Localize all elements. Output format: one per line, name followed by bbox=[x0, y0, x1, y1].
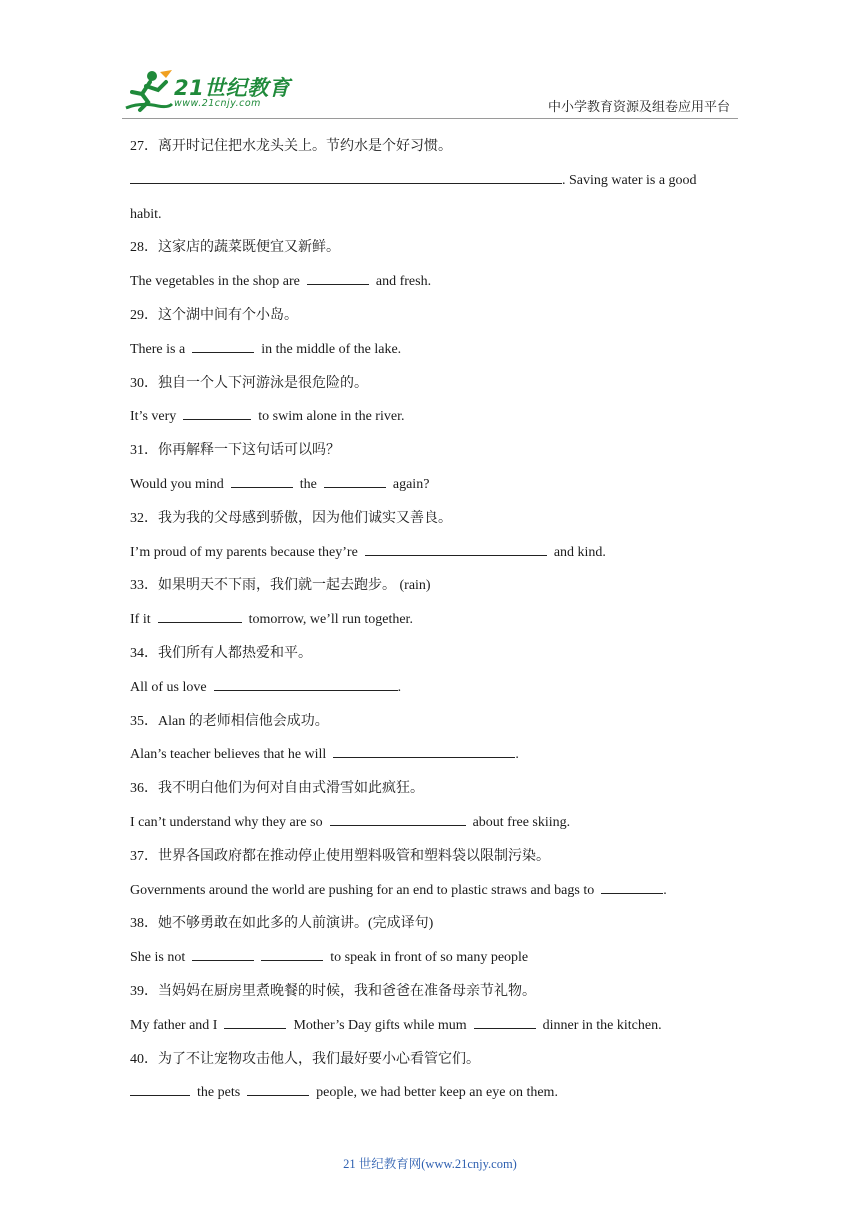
answer-blank[interactable] bbox=[183, 406, 251, 420]
question-27-prompt: 27．离开时记住把水龙头关上。节约水是个好习惯。 bbox=[130, 139, 452, 154]
sentence-text: . Saving water is a good bbox=[562, 172, 697, 188]
answer-blank[interactable] bbox=[601, 880, 663, 894]
answer-blank[interactable] bbox=[214, 677, 398, 691]
question-33-prompt: 33．如果明天不下雨，我们就一起去跑步。 (rain) bbox=[130, 578, 431, 594]
question-40-prompt: 40．为了不让宠物攻击他人，我们最好要小心看管它们。 bbox=[130, 1051, 480, 1067]
question-list bbox=[130, 130, 730, 1110]
answer-blank[interactable] bbox=[192, 339, 254, 353]
answer-blank[interactable] bbox=[247, 1082, 309, 1096]
page-footer: 21 世纪教育网(www.21cnjy.com) bbox=[343, 1157, 517, 1171]
question-27-answer-line-2: habit. bbox=[130, 206, 162, 222]
sentence-text: Mother’s Day gifts while mum bbox=[293, 1017, 467, 1033]
sentence-text: My father and I bbox=[130, 1017, 218, 1033]
answer-blank[interactable] bbox=[231, 474, 293, 488]
answer-blank[interactable] bbox=[324, 474, 386, 488]
sentence-text: about free skiing. bbox=[472, 814, 571, 830]
sentence-text: the pets bbox=[197, 1085, 241, 1101]
sentence-text: in the middle of the lake. bbox=[261, 341, 402, 357]
sentence-text: to swim alone in the river. bbox=[258, 409, 405, 425]
question-37-prompt: 37．世界各国政府都在推动停止使用塑料吸管和塑料袋以限制污染。 bbox=[130, 848, 550, 864]
question-40-answer-line bbox=[130, 1076, 730, 1110]
sentence-text: tomorrow, we’ll run together. bbox=[248, 612, 413, 628]
sentence-text: . bbox=[397, 679, 402, 695]
question-32-answer-line bbox=[130, 536, 730, 570]
sentence-text: Governments around the world are pushing for an end to plastic straws and bags to bbox=[130, 882, 595, 898]
sentence-text: dinner in the kitchen. bbox=[542, 1017, 662, 1033]
sentence-text: again? bbox=[392, 476, 430, 492]
sentence-text: Alan’s teacher believes that he will bbox=[130, 747, 327, 763]
question-36-answer-line bbox=[130, 806, 730, 840]
answer-blank[interactable] bbox=[307, 271, 369, 285]
sentence-text: to speak in front of so many people bbox=[330, 950, 529, 966]
header-divider bbox=[122, 118, 738, 119]
question-38-answer-line bbox=[130, 941, 730, 975]
question-28-prompt: 28．这家店的蔬菜既便宜又新鲜。 bbox=[130, 240, 340, 256]
question-29-answer-line bbox=[130, 333, 730, 367]
sentence-text: . bbox=[515, 747, 519, 763]
sentence-text: If it bbox=[130, 612, 151, 628]
sentence-text: It’s very bbox=[130, 409, 177, 425]
answer-blank[interactable] bbox=[192, 947, 254, 961]
answer-blank[interactable] bbox=[130, 170, 562, 184]
question-33-answer-line bbox=[130, 603, 730, 637]
question-30-answer-line bbox=[130, 400, 730, 434]
question-39-prompt: 39．当妈妈在厨房里煮晚餐的时候，我和爸爸在准备母亲节礼物。 bbox=[130, 983, 536, 999]
question-38-prompt: 38．她不够勇敢在如此多的人前演讲。(完成译句) bbox=[130, 916, 434, 932]
sentence-text: The vegetables in the shop are bbox=[130, 274, 300, 290]
question-29-prompt: 29．这个湖中间有个小岛。 bbox=[130, 307, 298, 323]
question-35-answer-line bbox=[130, 738, 730, 772]
sentence-text: Would you mind bbox=[130, 476, 224, 492]
page-header bbox=[0, 0, 860, 124]
sentence-text: the bbox=[299, 476, 317, 492]
question-34-prompt: 34．我们所有人都热爱和平。 bbox=[130, 645, 312, 661]
answer-blank[interactable] bbox=[158, 609, 242, 623]
answer-blank[interactable] bbox=[365, 542, 547, 556]
question-34-answer-line bbox=[130, 671, 730, 705]
answer-blank[interactable] bbox=[130, 1082, 190, 1096]
runner-icon bbox=[122, 68, 174, 116]
question-28-answer-line bbox=[130, 265, 730, 299]
answer-blank[interactable] bbox=[333, 744, 515, 758]
question-27-answer-line bbox=[130, 164, 730, 198]
question-37-answer-line bbox=[130, 874, 730, 908]
sentence-text: and kind. bbox=[553, 544, 606, 560]
sentence-text: She is not bbox=[130, 950, 186, 966]
sentence-text: There is a bbox=[130, 341, 186, 357]
sentence-text: All of us love bbox=[130, 679, 207, 695]
sentence-text: and fresh. bbox=[375, 274, 432, 290]
question-32-prompt: 32．我为我的父母感到骄傲，因为他们诚实又善良。 bbox=[130, 510, 452, 526]
question-30-prompt: 30．独自一个人下河游泳是很危险的。 bbox=[130, 375, 368, 391]
question-35-prompt: 35．Alan 的老师相信他会成功。 bbox=[130, 713, 329, 729]
sentence-text: I can’t understand why they are so bbox=[130, 814, 323, 830]
answer-blank[interactable] bbox=[261, 947, 323, 961]
question-39-answer-line bbox=[130, 1009, 730, 1043]
question-31-prompt: 31．你再解释一下这句话可以吗？ bbox=[130, 443, 340, 459]
question-31-answer-line bbox=[130, 468, 730, 502]
answer-blank[interactable] bbox=[330, 812, 466, 826]
platform-name: 中小学教育资源及组卷应用平台 bbox=[547, 99, 730, 114]
sentence-text: I’m proud of my parents because they’re bbox=[130, 544, 358, 560]
logo-url-text: www.21cnjy.com bbox=[174, 98, 261, 109]
question-36-prompt: 36．我不明白他们为何对自由式滑雪如此疯狂。 bbox=[130, 781, 424, 797]
logo-brand-text: 21世纪教育 bbox=[174, 76, 291, 100]
answer-blank[interactable] bbox=[474, 1015, 536, 1029]
sentence-text: . bbox=[663, 882, 667, 898]
sentence-text: people, we had better keep an eye on them. bbox=[316, 1085, 558, 1101]
site-logo bbox=[122, 68, 292, 116]
answer-blank[interactable] bbox=[224, 1015, 286, 1029]
